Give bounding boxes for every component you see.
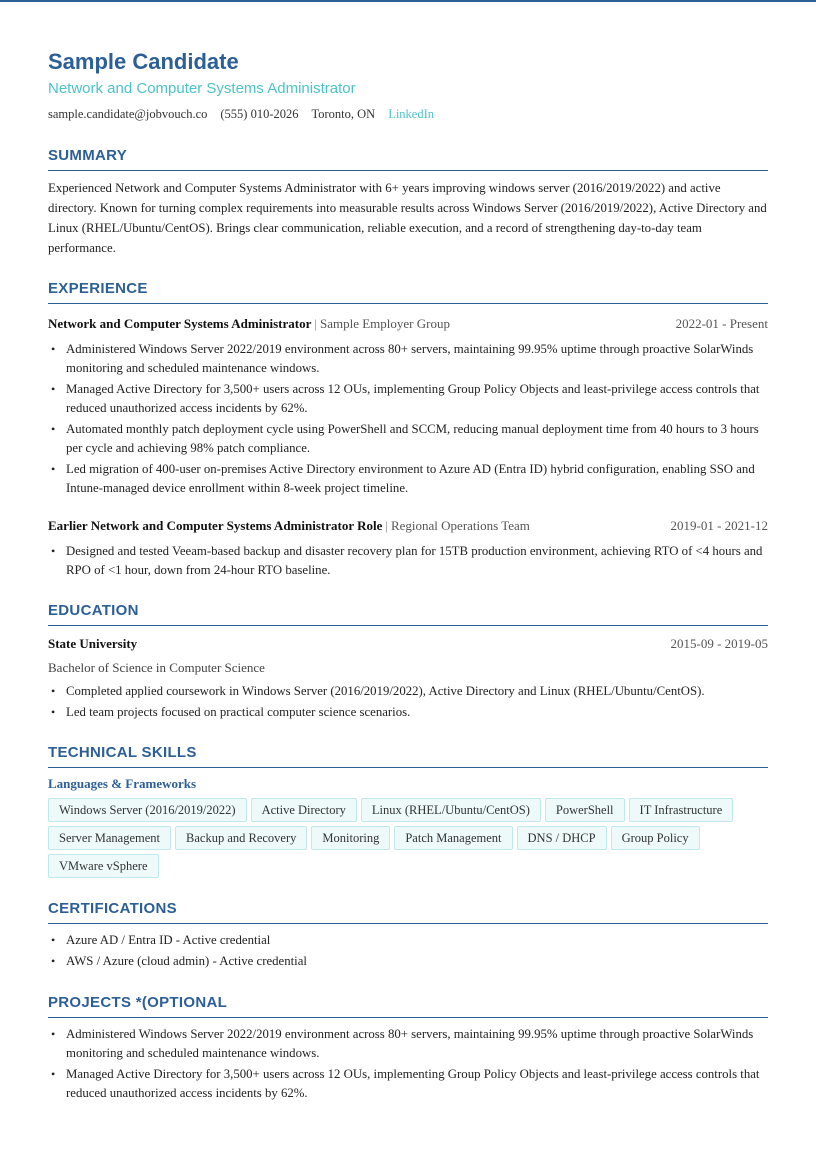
education-heading: [48, 602, 768, 626]
summary-heading-text: SUMMARY: [48, 147, 128, 164]
skill-chip: DNS / DHCP: [517, 826, 607, 850]
education-heading-text: EDUCATION: [48, 602, 139, 619]
experience-heading-text: EXPERIENCE: [48, 280, 148, 297]
job-title: Earlier Network and Computer Systems Administrator Role: [48, 518, 383, 533]
skill-chip: Backup and Recovery: [175, 826, 307, 850]
list-item: • Administered Windows Server 2022/2019 environment across 80+ servers, maintaining 99.95% uptime through proactive SolarWinds monitoring and scheduled maintenance windows.: [48, 340, 768, 378]
list-item: • Azure AD / Entra ID - Active credential: [48, 931, 768, 950]
job-header: [48, 518, 768, 538]
skill-chip: Windows Server (2016/2019/2022): [48, 798, 247, 822]
job-bullets: [48, 340, 768, 500]
list-item: • Designed and tested Veeam-based backup and disaster recovery plan for 15TB production environment, achieving RTO of <4 hours and RPO of <1 hour, down from 24-hour RTO baseline.: [48, 542, 768, 580]
job-dates: 2019-01 - 2021-12: [670, 518, 768, 533]
skill-chip: Active Directory: [251, 798, 357, 822]
job-title: Network and Computer Systems Administrator: [48, 316, 312, 331]
certifications-list: [48, 931, 768, 973]
skill-chip: IT Infrastructure: [629, 798, 734, 822]
top-accent-line: [0, 0, 816, 2]
projects-list: [48, 1025, 768, 1105]
skills-heading: [48, 744, 768, 768]
candidate-role: Network and Computer Systems Administrator: [48, 80, 356, 97]
skills-chips: [48, 798, 768, 878]
experience-heading: [48, 280, 768, 304]
list-item: • Automated monthly patch deployment cycle using PowerShell and SCCM, reducing manual deployment time from 40 hours to 3 hours per cycle and achieving 98% patch compliance.: [48, 420, 768, 458]
job-bullets: [48, 542, 768, 582]
list-item: • Managed Active Directory for 3,500+ users across 12 OUs, implementing Group Policy Objects and least-privilege access controls that reduced unauthorized access incidents by 62%.: [48, 1065, 768, 1103]
list-item: • Led team projects focused on practical computer science scenarios.: [48, 703, 768, 722]
skill-chip: VMware vSphere: [48, 854, 159, 878]
projects-heading: [48, 994, 768, 1018]
job-dates: 2022-01 - Present: [675, 316, 768, 331]
degree: Bachelor of Science in Computer Science: [48, 660, 265, 675]
contact-line: [48, 107, 447, 122]
contact-phone: (555) 010-2026: [220, 107, 299, 121]
candidate-name: Sample Candidate: [48, 49, 239, 74]
job-org: Sample Employer Group: [319, 316, 450, 331]
skills-heading-text: TECHNICAL SKILLS: [48, 744, 197, 761]
job-separator: |: [385, 518, 388, 533]
job-title-line: [48, 316, 450, 332]
list-item: • Led migration of 400-user on-premises Active Directory environment to Azure AD (Entra ID) hybrid configuration, enabling SSO and Intune-managed device enrollment within 8-week project timeline.: [48, 460, 768, 498]
skill-chip: Patch Management: [394, 826, 512, 850]
skill-chip: Monitoring: [311, 826, 390, 850]
projects-heading-text: PROJECTS *(OPTIONAL: [48, 994, 228, 1011]
job-title-line: [48, 518, 530, 534]
summary-heading: [48, 147, 768, 171]
list-item: • AWS / Azure (cloud admin) - Active credential: [48, 952, 768, 971]
linkedin-link[interactable]: LinkedIn: [388, 107, 435, 121]
education-header: [48, 636, 768, 656]
skills-subheading: Languages & Frameworks: [48, 776, 197, 791]
skill-chip: PowerShell: [545, 798, 625, 822]
education-bullets: [48, 682, 768, 724]
certifications-heading-text: CERTIFICATIONS: [48, 900, 177, 917]
skill-chip: Group Policy: [611, 826, 700, 850]
job-org: Regional Operations Team: [390, 518, 530, 533]
school-name: State University: [48, 636, 138, 651]
contact-location: Toronto, ON: [311, 107, 376, 121]
education-dates: 2015-09 - 2019-05: [670, 636, 768, 651]
skill-chip: Server Management: [48, 826, 171, 850]
certifications-heading: [48, 900, 768, 924]
summary-text: Experienced Network and Computer Systems Administrator with 6+ years improving windows server (2016/2019/2022) and active directory. Known for turning complex requirements into measurable results across Windows Server (2016/2019/2022), Active Directory and Linux (RHEL/Ubuntu/CentOS). Brings clear communication, reliable execution, and a record of strengthening day-to-day team performance.: [48, 181, 767, 255]
job-header: [48, 316, 768, 336]
list-item: • Administered Windows Server 2022/2019 environment across 80+ servers, maintaining 99.95% uptime through proactive SolarWinds monitoring and scheduled maintenance windows.: [48, 1025, 768, 1063]
skill-chip: Linux (RHEL/Ubuntu/CentOS): [361, 798, 541, 822]
list-item: • Managed Active Directory for 3,500+ users across 12 OUs, implementing Group Policy Objects and least-privilege access controls that reduced unauthorized access incidents by 62%.: [48, 380, 768, 418]
job-separator: |: [314, 316, 317, 331]
contact-email[interactable]: sample.candidate@jobvouch.co: [48, 107, 208, 121]
list-item: • Completed applied coursework in Windows Server (2016/2019/2022), Active Directory and Linux (RHEL/Ubuntu/CentOS).: [48, 682, 768, 701]
